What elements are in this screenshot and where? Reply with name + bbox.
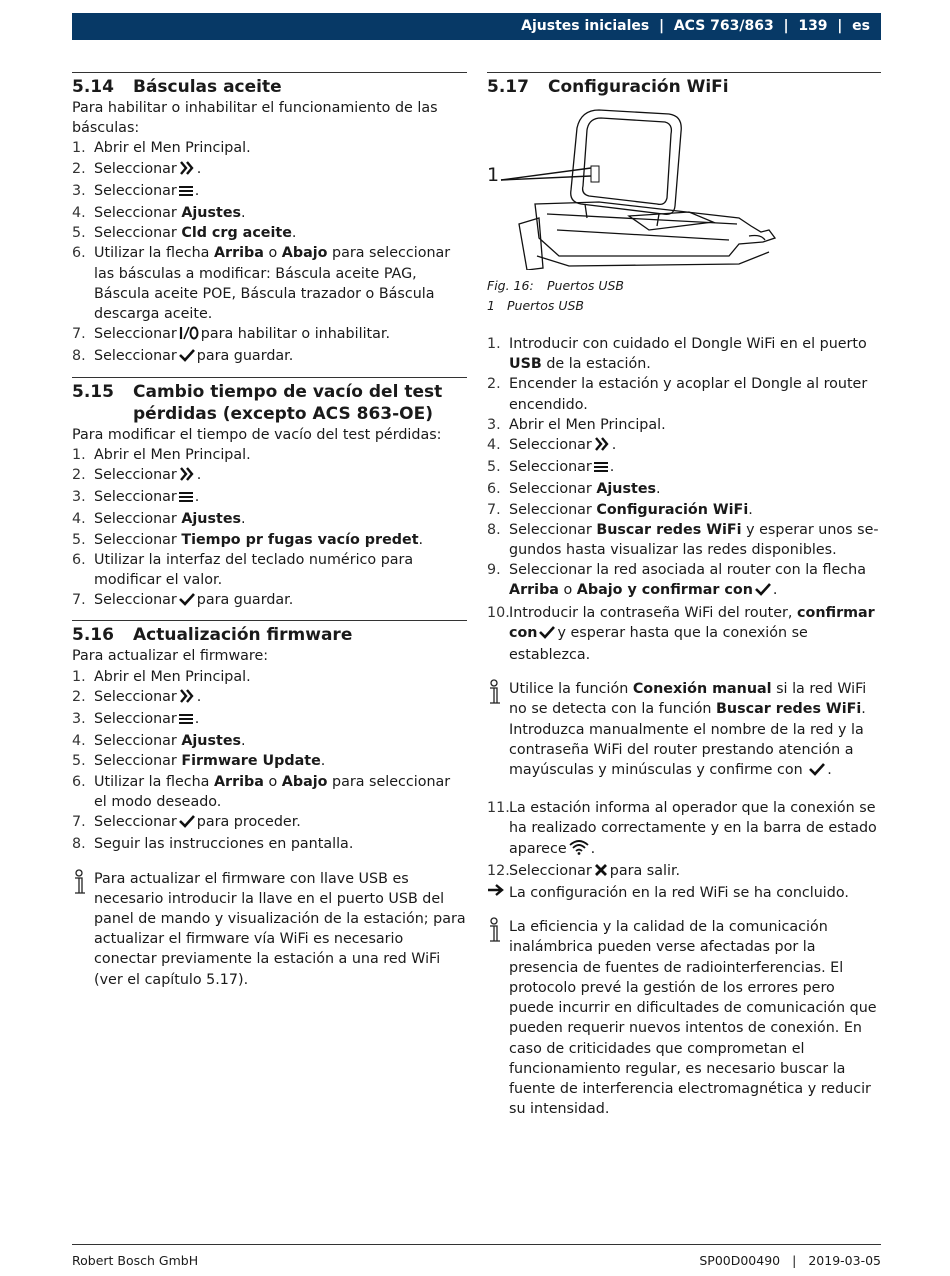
step-text: Seleccionar Configuración WiFi.: [509, 501, 753, 518]
double-chevron-icon: [594, 437, 610, 457]
check-icon: [755, 582, 771, 602]
double-chevron-icon: [179, 161, 195, 181]
list-item: [487, 479, 881, 499]
step-number: 2.: [72, 467, 86, 484]
step-text: La estación informa al operador que la conexión se ha realizado correctamente y en la barra de estado aparece .: [509, 798, 881, 861]
section-5-15: [72, 377, 467, 613]
section-number: 5.16: [72, 625, 114, 646]
figure-caption: [487, 276, 881, 296]
list-item: [487, 798, 881, 861]
list-item: [72, 550, 467, 590]
section-number: 5.15: [72, 381, 114, 402]
step-text: Abrir el Men Principal.: [94, 140, 251, 157]
step-number: 4.: [72, 733, 86, 750]
step-text: Abrir el Men Principal.: [509, 416, 666, 433]
step-text: Utilizar la flecha Arriba o Abajo para seleccionar las básculas a modificar: Báscula aceite PAG, Báscula aceite POE, Báscula trazador o Báscula descarga aceite.: [94, 245, 451, 323]
list-item: [487, 435, 881, 457]
station-illustration: [499, 106, 799, 270]
list-item: [487, 861, 881, 883]
step-text: Seleccionar para salir.: [509, 861, 881, 883]
list-item: [487, 500, 881, 520]
menu-icon: [179, 489, 193, 509]
list-item: [72, 346, 467, 368]
x-icon: [594, 863, 608, 883]
list-item: [72, 138, 467, 158]
step-number: 6.: [72, 245, 86, 262]
menu-icon: [594, 459, 608, 479]
list-item: [72, 834, 467, 854]
header-page: 139: [798, 18, 828, 34]
step-text: Encender la estación y acoplar el Dongle al router encendido.: [509, 376, 868, 413]
page-header: Ajustes iniciales | ACS 763/863 | 139 | es: [72, 13, 881, 40]
step-text: Seleccionar para proceder.: [94, 812, 467, 834]
step-text: Abrir el Men Principal.: [94, 668, 251, 685]
list-item: [72, 159, 467, 181]
step-number: 6.: [72, 551, 86, 568]
list-item: [72, 709, 467, 731]
figure-legend: [487, 296, 881, 316]
step-number: 3.: [72, 182, 86, 199]
step-number: 3.: [487, 416, 501, 433]
header-section: Ajustes iniciales: [521, 18, 650, 34]
info-icon: [72, 869, 86, 895]
arrow-right-icon: [487, 883, 505, 897]
step-number: 6.: [487, 481, 501, 498]
section-heading: [72, 76, 467, 98]
step-list: [72, 138, 467, 368]
wifi-icon: [569, 839, 589, 861]
list-item: [72, 751, 467, 771]
step-text: Seleccionar Ajustes.: [509, 481, 661, 498]
step-text: Seleccionar .: [94, 687, 467, 709]
section-5-16: [72, 620, 467, 989]
figure-title: Puertos USB: [547, 278, 624, 293]
step-number: 4.: [72, 205, 86, 222]
step-text: Seleccionar Buscar redes WiFi y esperar unos segundos hasta visualizar las redes disponibles.: [509, 521, 879, 559]
figure-callout: 1: [487, 164, 500, 186]
step-number: 1.: [487, 336, 501, 352]
note-text: La eficiencia y la calidad de la comunicación inalámbrica pueden verse afectadas por la presencia de fuentes de radiointerferencias. El protocolo prevé la gestión de los errores pero puede incurrir en dificultades de comunicación que pueden requerir nuevos intentos de conexión. En caso de criticidades que comprometan el funcionamiento regular, es necesario buscar la fuente de interferencia electromagnética y reducir su intensidad.: [509, 919, 877, 1118]
step-number: 8.: [72, 836, 86, 853]
left-column: [72, 72, 467, 990]
step-text: Seleccionar para habilitar o inhabilitar.: [94, 324, 467, 346]
step-number: 7.: [487, 501, 501, 518]
step-number: 5.: [72, 753, 86, 770]
check-icon: [179, 592, 195, 612]
list-item: [72, 324, 467, 346]
step-text: Seguir las instrucciones en pantalla.: [94, 836, 354, 853]
list-item: [487, 457, 881, 479]
section-intro: Para modificar el tiempo de vacío del test pérdidas:: [72, 426, 442, 443]
step-number: 3.: [72, 489, 86, 506]
step-number: 5.: [72, 531, 86, 548]
section-heading: [487, 76, 881, 98]
step-text: Seleccionar Ajustes.: [94, 205, 246, 222]
section-heading: [72, 624, 467, 646]
step-number: 1.: [72, 668, 86, 685]
list-item: [487, 520, 881, 560]
list-item: [487, 415, 881, 435]
list-item: [487, 334, 881, 374]
step-text: Utilizar la flecha Arriba o Abajo para seleccionar el modo deseado.: [94, 773, 451, 810]
footer-doc-number: SP00D00490: [699, 1253, 781, 1268]
step-text: Seleccionar Ajustes.: [94, 511, 246, 528]
io-toggle-icon: [179, 326, 199, 346]
step-text: Seleccionar Firmware Update.: [94, 753, 326, 770]
check-icon: [809, 762, 825, 776]
step-number: 5.: [72, 225, 86, 242]
list-item: [72, 590, 467, 612]
step-number: 8.: [72, 348, 86, 365]
step-number: 2.: [487, 376, 501, 393]
list-item: [72, 667, 467, 687]
step-number: 1.: [72, 446, 86, 463]
list-item: [487, 560, 881, 602]
list-item: [72, 487, 467, 509]
section-number: 5.14: [72, 77, 114, 97]
step-text: Seleccionar Ajustes.: [94, 733, 246, 750]
note-text: Para actualizar el firmware con llave USB es necesario introducir la llave en el puerto USB del panel de mando y visualización de la estación; para actualizar el firmware vía WiFi es necesario conectar previamente la estación a una red WiFi (ver el capítulo 5.17).: [94, 870, 466, 988]
list-item: [72, 223, 467, 243]
list-item: [487, 603, 881, 666]
section-title: Actualización firmware: [133, 625, 353, 646]
step-text: Utilizar la interfaz del teclado numérico para modificar el valor.: [94, 551, 414, 589]
section-intro: Para actualizar el firmware:: [72, 648, 269, 665]
section-title: Configuración WiFi: [548, 77, 729, 97]
step-number: 1.: [72, 140, 86, 157]
page-footer: Robert Bosch GmbH SP00D00490 | 2019-03-05: [72, 1244, 881, 1268]
step-text: Seleccionar .: [94, 465, 467, 487]
usb-ports-figure: [487, 106, 881, 270]
step-text: Seleccionar para guardar.: [94, 590, 467, 612]
double-chevron-icon: [179, 689, 195, 709]
step-number: 6.: [72, 773, 86, 790]
step-number: 2.: [72, 160, 86, 177]
list-item: [72, 181, 467, 203]
info-icon: [487, 917, 501, 943]
footer-date: 2019-03-05: [808, 1253, 881, 1268]
step-number: 5.: [487, 459, 501, 476]
step-number: 4.: [487, 437, 501, 454]
step-list-continued: [487, 798, 881, 883]
section-title: Básculas aceite: [133, 77, 282, 97]
list-item: [72, 731, 467, 751]
step-text: Seleccionar .: [94, 159, 467, 181]
right-column: [487, 72, 881, 1119]
step-list: [487, 334, 881, 665]
figure-label: Fig. 16:: [487, 278, 534, 293]
step-text: Seleccionar .: [94, 487, 467, 509]
note-text: Utilice la función Conexión manual si la red WiFi no se detecta con la función Buscar redes WiFi. Introduzca manualmente el nombre de la red y la contraseña WiFi del router prestando atención a mayúsculas y minúsculas y confirme con .: [509, 681, 867, 779]
step-text: Seleccionar para guardar.: [94, 346, 467, 368]
step-text: Seleccionar Tiempo pr fugas vacío predet.: [94, 531, 424, 548]
step-number: 2.: [72, 688, 86, 705]
section-title: Cambio tiempo de vacío del test pérdidas (excepto ACS 863-OE): [133, 381, 443, 424]
info-note: [487, 917, 881, 1119]
footer-company: Robert Bosch GmbH: [72, 1253, 199, 1268]
step-text: Seleccionar Cld crg aceite.: [94, 225, 297, 242]
list-item: [72, 812, 467, 834]
list-item: [72, 445, 467, 465]
step-number: 7.: [72, 814, 86, 831]
step-number: 11.: [487, 800, 510, 817]
step-number: 10.: [487, 604, 510, 621]
legend-number: 1: [487, 298, 495, 313]
section-5-17: [487, 72, 881, 1119]
menu-icon: [179, 711, 193, 731]
step-text: Seleccionar .: [509, 435, 881, 457]
section-5-14: [72, 72, 467, 369]
step-number: 7.: [72, 592, 86, 609]
step-number: 9.: [487, 562, 501, 579]
section-heading: [72, 381, 467, 425]
check-icon: [539, 625, 555, 645]
list-item: [72, 772, 467, 812]
list-item: [72, 203, 467, 223]
step-text: Seleccionar la red asociada al router con la flecha Arriba o Abajo y confirmar con .: [509, 560, 881, 602]
check-icon: [179, 814, 195, 834]
list-item: [72, 243, 467, 324]
header-model: ACS 763/863: [673, 18, 774, 34]
step-list: [72, 445, 467, 613]
step-number: 4.: [72, 511, 86, 528]
step-number: 3.: [72, 711, 86, 728]
list-item: [72, 687, 467, 709]
info-icon: [487, 679, 501, 705]
step-text: Seleccionar .: [94, 181, 467, 203]
step-text: Seleccionar .: [94, 709, 467, 731]
step-text: Seleccionar .: [509, 457, 881, 479]
list-item: [72, 509, 467, 529]
info-note: [72, 869, 467, 990]
step-number: 7.: [72, 326, 86, 343]
header-lang: es: [852, 18, 870, 34]
menu-icon: [179, 183, 193, 203]
result-text: La configuración en la red WiFi se ha concluido.: [509, 885, 849, 902]
result-line: [487, 883, 881, 903]
info-note: [487, 679, 881, 780]
section-intro: Para habilitar o inhabilitar el funcionamiento de las básculas:: [72, 100, 438, 137]
step-text: Abrir el Men Principal.: [94, 446, 251, 463]
section-number: 5.17: [487, 77, 529, 97]
step-text: Introducir con cuidado el Dongle WiFi en el puerto USB de la estación.: [509, 336, 867, 373]
list-item: [72, 530, 467, 550]
double-chevron-icon: [179, 467, 195, 487]
list-item: [72, 465, 467, 487]
legend-text: Puertos USB: [507, 298, 584, 313]
step-number: 8.: [487, 521, 501, 538]
step-text: Introducir la contraseña WiFi del router, confirmar con y esperar hasta que la conexión se establezca.: [509, 604, 875, 664]
list-item: [487, 374, 881, 414]
step-list: [72, 667, 467, 855]
check-icon: [179, 348, 195, 368]
step-number: 12.: [487, 862, 510, 879]
